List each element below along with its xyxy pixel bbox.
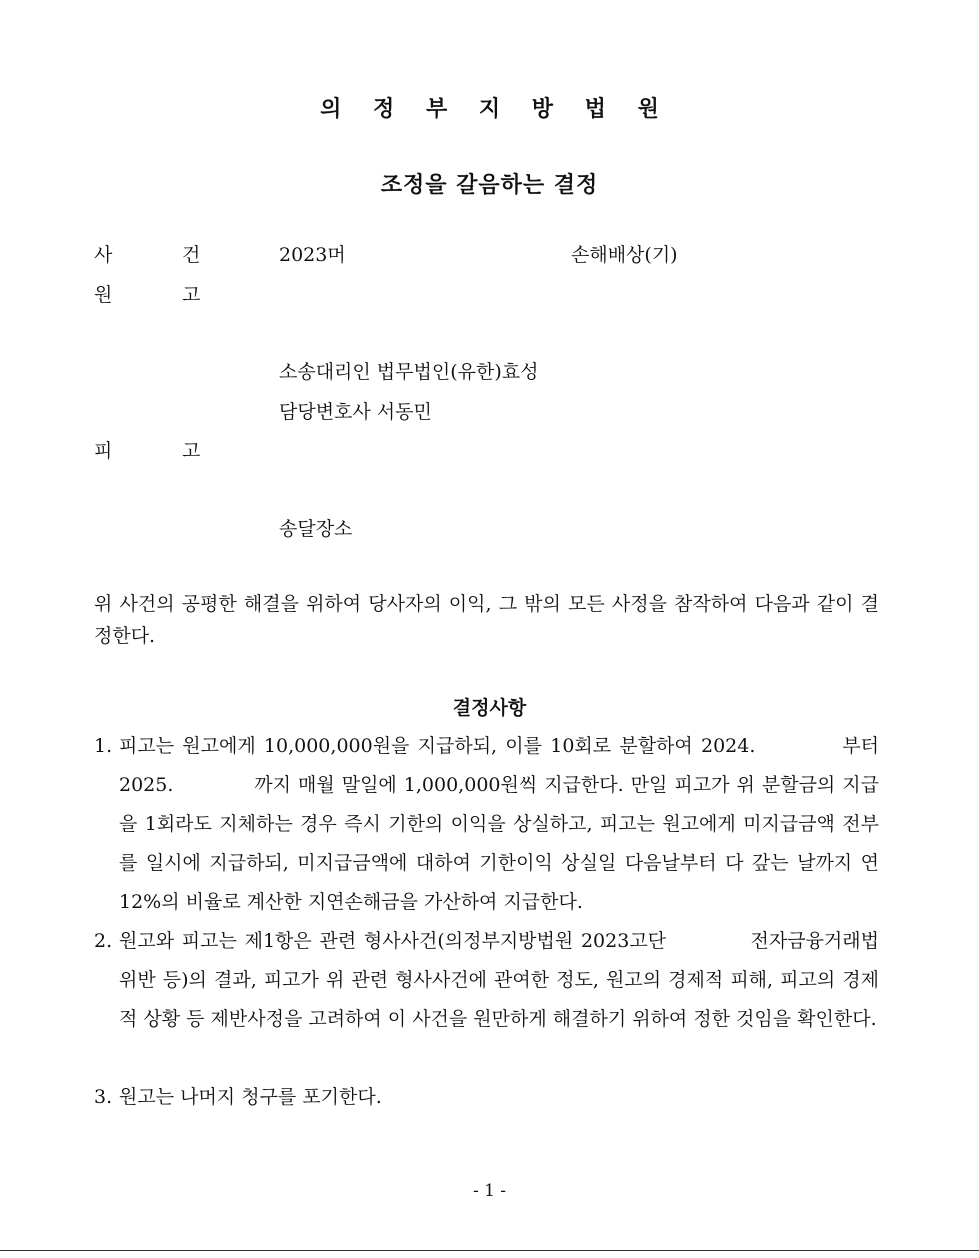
decision-item-number: 3. [94, 1086, 113, 1108]
decision-item-text: 원고는 나머지 청구를 포기한다. [119, 1086, 382, 1108]
service-address-label: 송달장소 [279, 518, 353, 540]
case-name: 손해배상(기) [571, 244, 678, 266]
plaintiff-label-2: 고 [182, 284, 201, 306]
case-number: 2023머 [279, 244, 346, 266]
plaintiff-label-1: 원 [94, 284, 113, 306]
attorney-name: 담당변호사 서동민 [279, 401, 432, 423]
decision-item-2 [94, 922, 879, 1039]
decision-item-1 [94, 727, 879, 922]
decision-item-number: 1. [94, 735, 113, 757]
intro-paragraph: 위 사건의 공평한 해결을 위하여 당사자의 이익, 그 밖의 모든 사정을 참작하여 다음과 같이 결정한다. [94, 593, 879, 647]
case-label-1: 사 [94, 244, 113, 266]
defendant-label-2: 고 [182, 440, 201, 462]
decision-item-number: 2. [94, 930, 113, 952]
page-number: - 1 - [472, 1181, 507, 1201]
footer-divider [0, 1250, 979, 1251]
decision-item-text: 원고와 피고는 제1항은 관련 형사사건(의정부지방법원 2023고단 전자금융거래법위반 등)의 결과, 피고가 위 관련 형사사건에 관여한 정도, 원고의 경제적 피해, 피고의 경제적 상황 등 제반사정을 고려하여 이 사건을 원만하게 해결하기 위하여 정한 것임을 확인한다. [119, 930, 879, 1030]
document-title: 조정을 갈음하는 결정 [380, 173, 599, 198]
counsel-name: 소송대리인 법무법인(유한)효성 [279, 361, 539, 383]
decision-item-text: 피고는 원고에게 10,000,000원을 지급하되, 이를 10회로 분할하여 2024. 부터 2025. 까지 매월 말일에 1,000,000원씩 지급한다. 만일 피고가 위 분할금의 지급을 1회라도 지체하는 경우 즉시 기한의 이익을 상실하고, 피고는 원고에게 미지급금액 전부를 일시에 지급하되, 미지급금액에 대하여 기한이익 상실일 다음날부터 다 갚는 날까지 연 12%의 비율로 계산한 지연손해금을 가산하여 지급한다. [119, 735, 879, 913]
decision-item-3 [94, 1078, 879, 1117]
decision-title: 결정사항 [452, 697, 527, 719]
court-name: 의 정 부 지 방 법 원 [320, 97, 671, 122]
defendant-label-1: 피 [94, 440, 113, 462]
case-label-2: 건 [182, 244, 201, 266]
